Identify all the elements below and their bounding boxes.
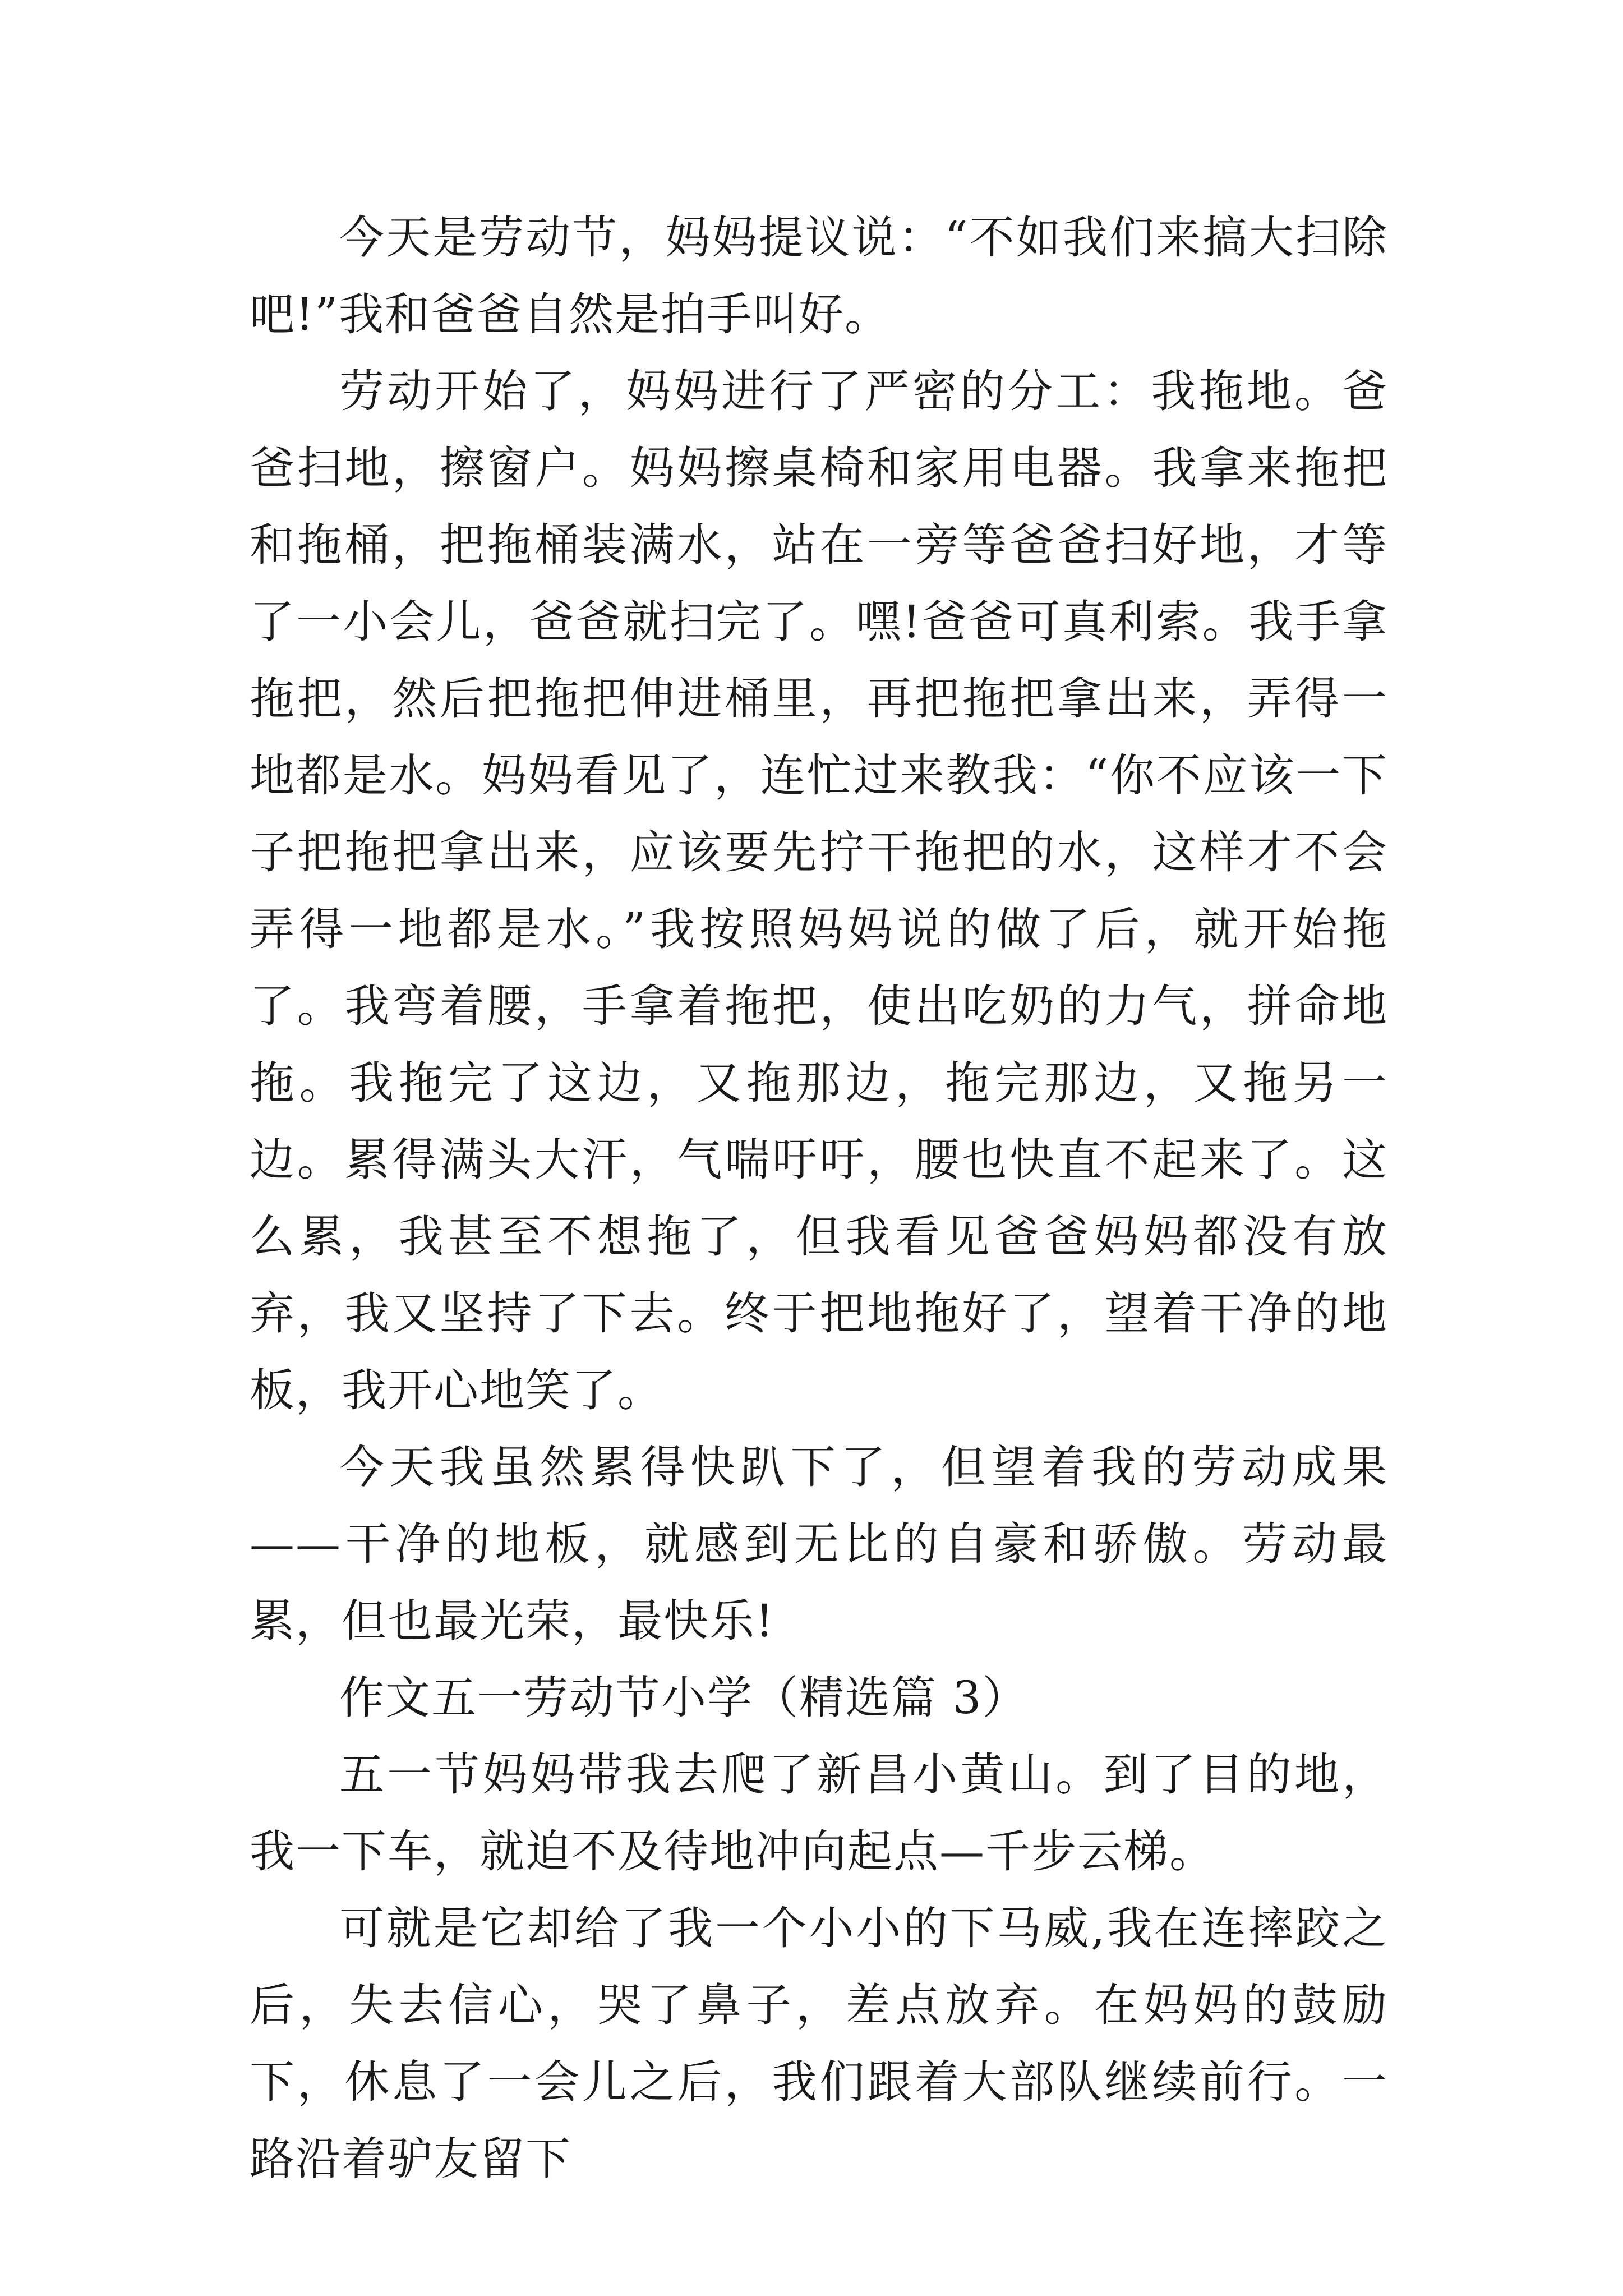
document-body [250,199,1388,2197]
paragraph-labor-day-intro: 今天是劳动节，妈妈提议说：“不如我们来搞大扫除吧!”我和爸爸自然是拍手叫好。 [250,211,1388,341]
paragraph-mopping-story: 劳动开始了，妈妈进行了严密的分工：我拖地。爸爸扫地，擦窗户。妈妈擦桌椅和家用电器。我拿来拖把和拖桶，把拖桶装满水，站在一旁等爸爸扫好地，才等了一小会儿，爸爸就扫完了。嘿!爸爸可真利索。我手拿拖把，然后把拖把伸进桶里，再把拖把拿出来，弄得一地都是水。妈妈看见了，连忙过来教我：“你不应该一下子把拖把拿出来，应该要先拧干拖把的水，这样才不会弄得一地都是水。”我按照妈妈说的做了后，就开始拖了。我弯着腰，手拿着拖把，使出吃奶的力气，拼命地拖。我拖完了这边，又拖那边，拖完那边，又拖另一边。累得满头大汗，气喘吁吁，腰也快直不起来了。这么累，我甚至不想拖了，但我看见爸爸妈妈都没有放弃，我又坚持了下去。终于把地拖好了，望着干净的地板，我开心地笑了。 [250,365,1388,1416]
paragraph-cloud-ladder: 可就是它却给了我一个小小的下马威,我在连摔跤之后，失去信心，哭了鼻子，差点放弃。在妈妈的鼓励下，休息了一会儿之后，我们跟着大部队继续前行。一路沿着驴友留下 [250,1902,1388,2185]
paragraph-huangshan-trip: 五一节妈妈带我去爬了新昌小黄山。到了目的地，我一下车，就迫不及待地冲向起点—千步云梯。 [250,1749,1388,1878]
paragraph-conclusion: 今天我虽然累得快趴下了，但望着我的劳动成果——干净的地板，就感到无比的自豪和骄傲。劳动最累，但也最光荣，最快乐! [250,1441,1388,1647]
section-title: 作文五一劳动节小学（精选篇 3） [339,1672,1029,1724]
